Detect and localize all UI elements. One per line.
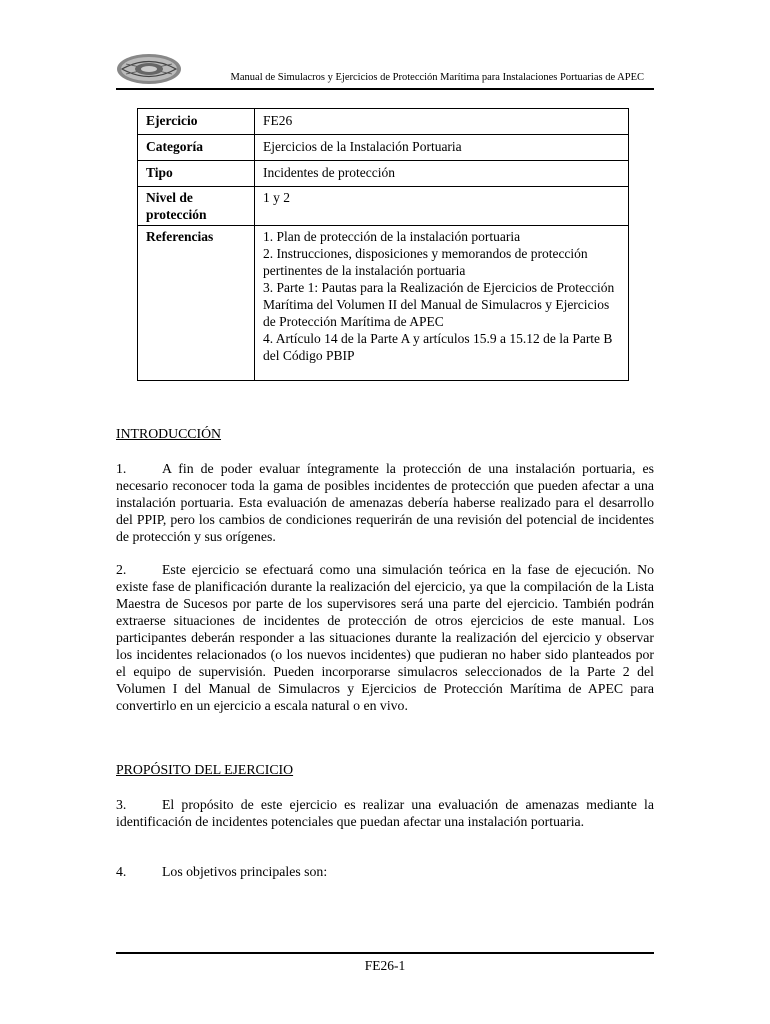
paragraph-number: 4. — [116, 864, 127, 879]
table-row — [138, 187, 629, 226]
row-value: Incidentes de protección — [255, 161, 629, 187]
paragraph-3 — [116, 796, 654, 830]
section-title-introduccion: INTRODUCCIÓN — [116, 426, 222, 441]
paragraph-number: 2. — [116, 562, 127, 577]
page-number: FE26-1 — [364, 958, 406, 973]
table-row — [138, 109, 629, 135]
row-value: 1 y 2 — [255, 187, 629, 226]
header-title: Manual de Simulacros y Ejercicios de Protección Marítima para Instalaciones Portuarias de APEC — [230, 72, 644, 83]
section-title-proposito: PROPÓSITO DEL EJERCICIO — [116, 762, 294, 777]
paragraph-4 — [116, 863, 654, 880]
paragraph-text: El propósito de este ejercicio es realizar una evaluación de amenazas mediante la identificación de incidentes potenciales que puedan afectar una instalación portuaria. — [116, 797, 654, 829]
header-divider — [116, 88, 654, 90]
row-value: FE26 — [255, 109, 629, 135]
table-row — [138, 226, 629, 381]
reference-item: 2. Instrucciones, disposiciones y memorandos de protección pertinentes de la instalación portuaria — [263, 246, 588, 278]
paragraph-2 — [116, 561, 654, 714]
paragraph-number: 1. — [116, 461, 127, 476]
paragraph-text: A fin de poder evaluar íntegramente la protección de una instalación portuaria, es necesario reconocer toda la gama de posibles incidentes de protección que pueden afectar a una instalación portuaria. Esta evaluación de amenazas debería haberse realizado para el desarrollo del PPIP, pero los cambios de condiciones requerirán de una revisión del potencial de incidentes de protección y sus orígenes. — [116, 461, 654, 544]
apec-logo-icon — [116, 52, 182, 86]
table-row — [138, 135, 629, 161]
reference-item: 1. Plan de protección de la instalación portuaria — [263, 229, 521, 244]
paragraph-number: 3. — [116, 797, 127, 812]
footer-divider — [116, 952, 654, 954]
row-label: Ejercicio — [138, 109, 255, 135]
page-header — [116, 50, 654, 90]
references-cell — [255, 226, 629, 381]
table-row — [138, 161, 629, 187]
reference-item: 3. Parte 1: Pautas para la Realización de Ejercicios de Protección Marítima del Volumen II del Manual de Simulacros y Ejercicios de Protección Marítima de APEC — [263, 280, 615, 329]
row-label: Referencias — [138, 226, 255, 381]
row-label: Nivel de protección — [138, 187, 255, 226]
row-label: Tipo — [138, 161, 255, 187]
row-value: Ejercicios de la Instalación Portuaria — [255, 135, 629, 161]
paragraph-text: Los objetivos principales son: — [162, 864, 328, 879]
row-label: Categoría — [138, 135, 255, 161]
reference-item: 4. Artículo 14 de la Parte A y artículos 15.9 a 15.12 de la Parte B del Código PBIP — [263, 331, 613, 363]
paragraph-1 — [116, 460, 654, 545]
paragraph-text: Este ejercicio se efectuará como una simulación teórica en la fase de ejecución. No existe fase de planificación durante la realización del ejercicio, ya que la compilación de la Lista Maestra de Sucesos por parte de los supervisores será una parte del ejercicio. También podrán extraerse situaciones de incidentes de protección de otros ejercicios de este manual. Los participantes deberán responder a las situaciones durante la realización del ejercicio y observar los incidentes relacionados (o los nuevos incidentes) que pudieran no haber sido planteados por el equipo de supervisión. Pueden incorporarse simulacros seleccionados de la Parte 2 del Volumen I del Manual de Simulacros y Ejercicios de Protección Marítima de APEC para convertirlo en un ejercicio a escala natural o en vivo. — [116, 562, 654, 713]
exercise-info-table — [137, 108, 629, 381]
